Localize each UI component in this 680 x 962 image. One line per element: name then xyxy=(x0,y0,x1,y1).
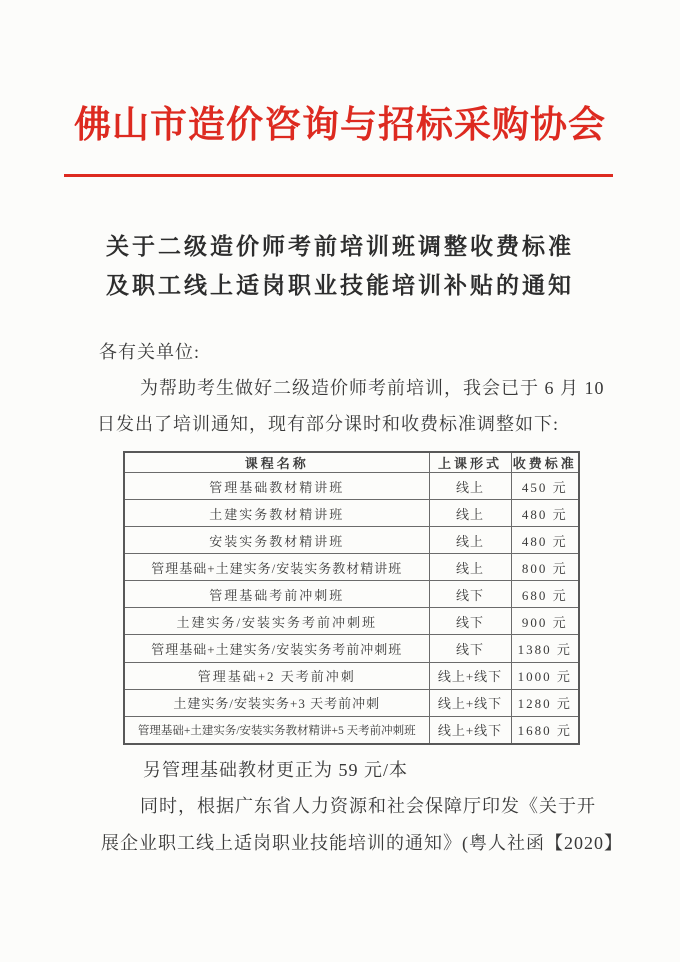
table-row xyxy=(124,527,579,554)
table-row xyxy=(124,473,579,500)
table-row xyxy=(124,581,579,608)
salutation: 各有关单位: xyxy=(99,342,201,362)
table-header-row xyxy=(124,452,579,473)
header-fee-standard: 收费标准 xyxy=(511,452,579,473)
mode-cell: 线上 xyxy=(429,473,511,500)
table-row xyxy=(124,689,579,716)
fee-table xyxy=(123,451,580,745)
fee-cell: 1280 元 xyxy=(511,689,579,716)
fee-cell: 900 元 xyxy=(511,608,579,635)
fee-cell: 480 元 xyxy=(511,527,579,554)
header-course-name: 课程名称 xyxy=(124,452,429,473)
intro-line-1: 为帮助考生做好二级造价师考前培训，我会已于 6 月 10 xyxy=(140,378,605,398)
intro-line-2: 日发出了培训通知，现有部分课时和收费标准调整如下: xyxy=(97,414,559,434)
fee-cell: 1380 元 xyxy=(511,635,579,662)
mode-cell: 线上+线下 xyxy=(429,689,511,716)
course-cell: 管理基础+土建实务/安装实务教材精讲班 xyxy=(124,554,429,581)
header-class-mode: 上课形式 xyxy=(429,452,511,473)
fee-cell: 800 元 xyxy=(511,554,579,581)
mode-cell: 线上+线下 xyxy=(429,716,511,744)
letterhead-divider xyxy=(64,174,613,177)
course-cell: 土建实务/安装实务+3 天考前冲刺 xyxy=(124,689,429,716)
note-line: 另管理基础教材更正为 59 元/本 xyxy=(143,760,408,780)
closing-line-1: 同时，根据广东省人力资源和社会保障厅印发《关于开 xyxy=(140,796,596,816)
doc-title xyxy=(0,227,680,305)
course-cell: 管理基础+土建实务/安装实务教材精讲+5 天考前冲刺班 xyxy=(124,716,429,744)
fee-cell: 1000 元 xyxy=(511,662,579,689)
mode-cell: 线上 xyxy=(429,500,511,527)
course-cell: 管理基础教材精讲班 xyxy=(124,473,429,500)
table-row xyxy=(124,608,579,635)
course-cell: 土建实务教材精讲班 xyxy=(124,500,429,527)
fee-cell: 480 元 xyxy=(511,500,579,527)
mode-cell: 线下 xyxy=(429,635,511,662)
mode-cell: 线上 xyxy=(429,527,511,554)
fee-cell: 1680 元 xyxy=(511,716,579,744)
table-row xyxy=(124,716,579,744)
mode-cell: 线下 xyxy=(429,581,511,608)
table-row xyxy=(124,554,579,581)
table-row xyxy=(124,662,579,689)
doc-title-line-1: 关于二级造价师考前培训班调整收费标准 xyxy=(106,234,574,259)
mode-cell: 线上+线下 xyxy=(429,662,511,689)
fee-cell: 680 元 xyxy=(511,581,579,608)
course-cell: 土建实务/安装实务考前冲刺班 xyxy=(124,608,429,635)
table-row xyxy=(124,635,579,662)
course-cell: 管理基础考前冲刺班 xyxy=(124,581,429,608)
closing-line-2: 展企业职工线上适岗职业技能培训的通知》(粤人社函【2020】 xyxy=(101,833,623,853)
course-cell: 管理基础+2 天考前冲刺 xyxy=(124,662,429,689)
mode-cell: 线上 xyxy=(429,554,511,581)
course-cell: 管理基础+土建实务/安装实务考前冲刺班 xyxy=(124,635,429,662)
doc-title-line-2: 及职工线上适岗职业技能培训补贴的通知 xyxy=(106,273,574,298)
fee-cell: 450 元 xyxy=(511,473,579,500)
mode-cell: 线下 xyxy=(429,608,511,635)
table-row xyxy=(124,500,579,527)
course-cell: 安装实务教材精讲班 xyxy=(124,527,429,554)
letterhead-org-title: 佛山市造价咨询与招标采购协会 xyxy=(74,105,606,146)
